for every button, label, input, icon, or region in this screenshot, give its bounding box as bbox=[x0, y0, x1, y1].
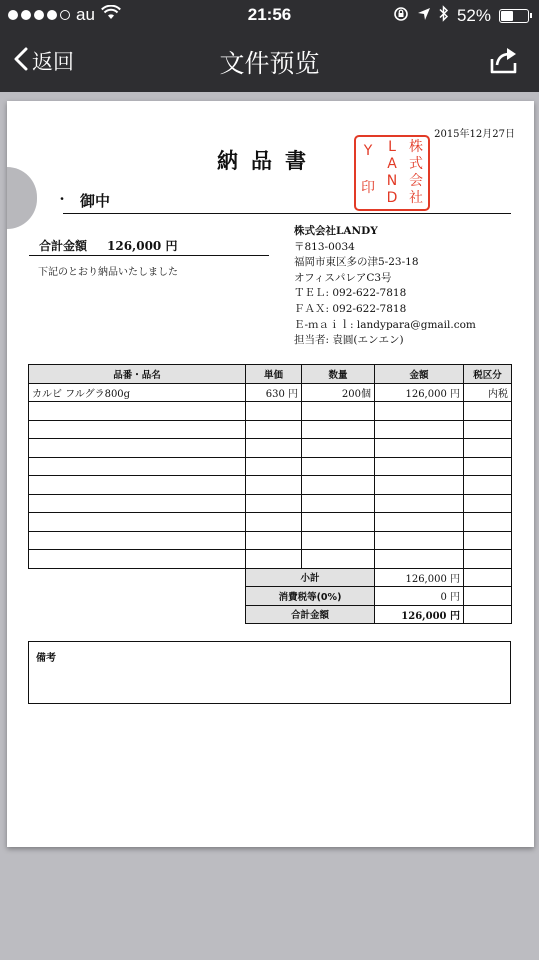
table-cell bbox=[246, 420, 302, 439]
table-row bbox=[29, 383, 512, 402]
table-cell bbox=[464, 513, 512, 532]
stamp-char: N bbox=[386, 173, 398, 189]
table-cell bbox=[464, 457, 512, 476]
table-cell bbox=[302, 494, 375, 513]
grand-total-value: 126,000 円 bbox=[375, 605, 464, 624]
table-cell bbox=[464, 402, 512, 421]
bluetooth-icon bbox=[439, 5, 449, 27]
table-cell bbox=[246, 494, 302, 513]
items-table bbox=[28, 364, 512, 624]
company-name: 株式会社LANDY bbox=[294, 225, 378, 237]
grand-total-label: 合計金額 bbox=[246, 605, 375, 624]
column-header: 税区分 bbox=[464, 365, 512, 384]
table-cell bbox=[464, 420, 512, 439]
table-cell bbox=[464, 550, 512, 569]
table-cell bbox=[29, 457, 246, 476]
table-cell: カルビ フルグラ800g bbox=[29, 383, 246, 402]
column-header: 金額 bbox=[375, 365, 464, 384]
company-postal: 〒813-0034 bbox=[294, 240, 355, 253]
grand-total-row bbox=[29, 605, 512, 624]
column-header: 数量 bbox=[302, 365, 375, 384]
table-cell bbox=[375, 531, 464, 550]
table-cell bbox=[375, 457, 464, 476]
company-address-2: オフィスパレアC3号 bbox=[294, 271, 392, 284]
stamp-char: A bbox=[387, 156, 397, 172]
table-cell bbox=[375, 494, 464, 513]
table-header-row bbox=[29, 365, 512, 384]
share-button[interactable] bbox=[489, 46, 519, 78]
table-row bbox=[29, 420, 512, 439]
table-cell bbox=[29, 494, 246, 513]
stamp-char: Y bbox=[363, 143, 373, 159]
company-contact: 担当者: 袁圓(エンエン) bbox=[294, 334, 404, 347]
remarks-label: 備考 bbox=[36, 653, 56, 664]
table-cell bbox=[246, 476, 302, 495]
delivery-note: 下記のとおり納品いたしました bbox=[38, 267, 178, 278]
column-header: 単価 bbox=[246, 365, 302, 384]
tax-value: 0 円 bbox=[375, 587, 464, 606]
table-cell: 630 円 bbox=[246, 383, 302, 402]
company-address-1: 福岡市東区多の津5-23-18 bbox=[294, 256, 419, 269]
table-cell bbox=[302, 420, 375, 439]
table-cell bbox=[375, 513, 464, 532]
table-cell bbox=[464, 568, 512, 587]
battery-percent: 52% bbox=[456, 6, 491, 25]
orientation-lock-icon bbox=[393, 6, 409, 27]
table-cell bbox=[29, 439, 246, 458]
subtotal-value: 126,000 円 bbox=[375, 568, 464, 587]
table-cell bbox=[302, 550, 375, 569]
table-spacer bbox=[29, 605, 246, 624]
table-cell bbox=[246, 531, 302, 550]
document-page[interactable] bbox=[7, 101, 534, 847]
table-cell bbox=[464, 439, 512, 458]
table-spacer bbox=[29, 587, 246, 606]
table-cell bbox=[302, 457, 375, 476]
table-cell bbox=[464, 587, 512, 606]
document-date: 2015年12月27日 bbox=[434, 129, 515, 140]
table-cell bbox=[29, 476, 246, 495]
tax-row bbox=[29, 587, 512, 606]
total-amount-label: 合計金額 bbox=[39, 239, 88, 253]
table-cell bbox=[246, 513, 302, 532]
status-bar bbox=[0, 0, 539, 30]
customer-line bbox=[56, 191, 511, 214]
table-cell bbox=[29, 402, 246, 421]
carrier-label: au bbox=[76, 5, 95, 24]
page-curl bbox=[7, 167, 37, 229]
table-cell bbox=[302, 513, 375, 532]
company-tel: ＴＥＬ: 092-622-7818 bbox=[294, 287, 407, 300]
stamp-char: 社 bbox=[409, 190, 423, 206]
table-cell bbox=[246, 439, 302, 458]
stamp-char: 式 bbox=[409, 156, 423, 172]
stamp-char: 株 bbox=[409, 139, 423, 155]
table-cell bbox=[375, 439, 464, 458]
stamp-char: L bbox=[388, 139, 396, 155]
table-cell bbox=[246, 550, 302, 569]
total-amount-box bbox=[29, 234, 269, 256]
table-cell bbox=[29, 513, 246, 532]
table-cell bbox=[464, 476, 512, 495]
table-cell bbox=[464, 605, 512, 624]
table-cell bbox=[302, 402, 375, 421]
table-cell bbox=[246, 402, 302, 421]
table-cell: 126,000 円 bbox=[375, 383, 464, 402]
document-title: 納品書 bbox=[217, 148, 319, 173]
subtotal-label: 小計 bbox=[246, 568, 375, 587]
company-fax: ＦＡＸ: 092-622-7818 bbox=[294, 302, 407, 315]
customer-suffix: 御中 bbox=[80, 192, 111, 210]
table-cell bbox=[375, 402, 464, 421]
table-row bbox=[29, 457, 512, 476]
table-cell: 200個 bbox=[302, 383, 375, 402]
battery-icon bbox=[499, 9, 529, 23]
table-row bbox=[29, 402, 512, 421]
table-cell bbox=[29, 420, 246, 439]
tax-label: 消費税等(0%) bbox=[246, 587, 375, 606]
table-cell bbox=[302, 476, 375, 495]
table-cell bbox=[302, 439, 375, 458]
table-cell bbox=[464, 531, 512, 550]
table-row bbox=[29, 476, 512, 495]
table-cell bbox=[302, 531, 375, 550]
status-right bbox=[393, 5, 529, 27]
table-row bbox=[29, 494, 512, 513]
table-cell bbox=[375, 476, 464, 495]
table-row bbox=[29, 550, 512, 569]
company-info bbox=[294, 224, 476, 349]
table-cell bbox=[246, 457, 302, 476]
share-icon bbox=[489, 59, 519, 78]
remarks-box bbox=[28, 641, 511, 704]
table-row bbox=[29, 513, 512, 532]
nav-title: 文件预览 bbox=[219, 49, 320, 78]
table-cell bbox=[29, 550, 246, 569]
column-header: 品番・品名 bbox=[29, 365, 246, 384]
table-cell bbox=[464, 494, 512, 513]
table-row bbox=[29, 439, 512, 458]
status-time: 21:56 bbox=[247, 5, 292, 24]
stamp-char: 印 bbox=[361, 180, 375, 196]
stamp-char: 会 bbox=[409, 173, 423, 189]
table-spacer bbox=[29, 568, 246, 587]
table-cell bbox=[29, 531, 246, 550]
table-cell bbox=[375, 420, 464, 439]
table-cell: 内税 bbox=[464, 383, 512, 402]
customer-prefix: ・ bbox=[56, 192, 69, 206]
company-email: Ｅ-ｍａｉｌ: landypara@gmail.com bbox=[294, 318, 476, 331]
table-cell bbox=[375, 550, 464, 569]
nav-bar bbox=[0, 30, 539, 92]
location-arrow-icon bbox=[417, 6, 431, 26]
total-amount-value: 126,000 円 bbox=[107, 239, 178, 253]
stamp-char: D bbox=[386, 190, 398, 206]
table-row bbox=[29, 531, 512, 550]
subtotal-row bbox=[29, 568, 512, 587]
back-label: 返回 bbox=[32, 50, 74, 74]
